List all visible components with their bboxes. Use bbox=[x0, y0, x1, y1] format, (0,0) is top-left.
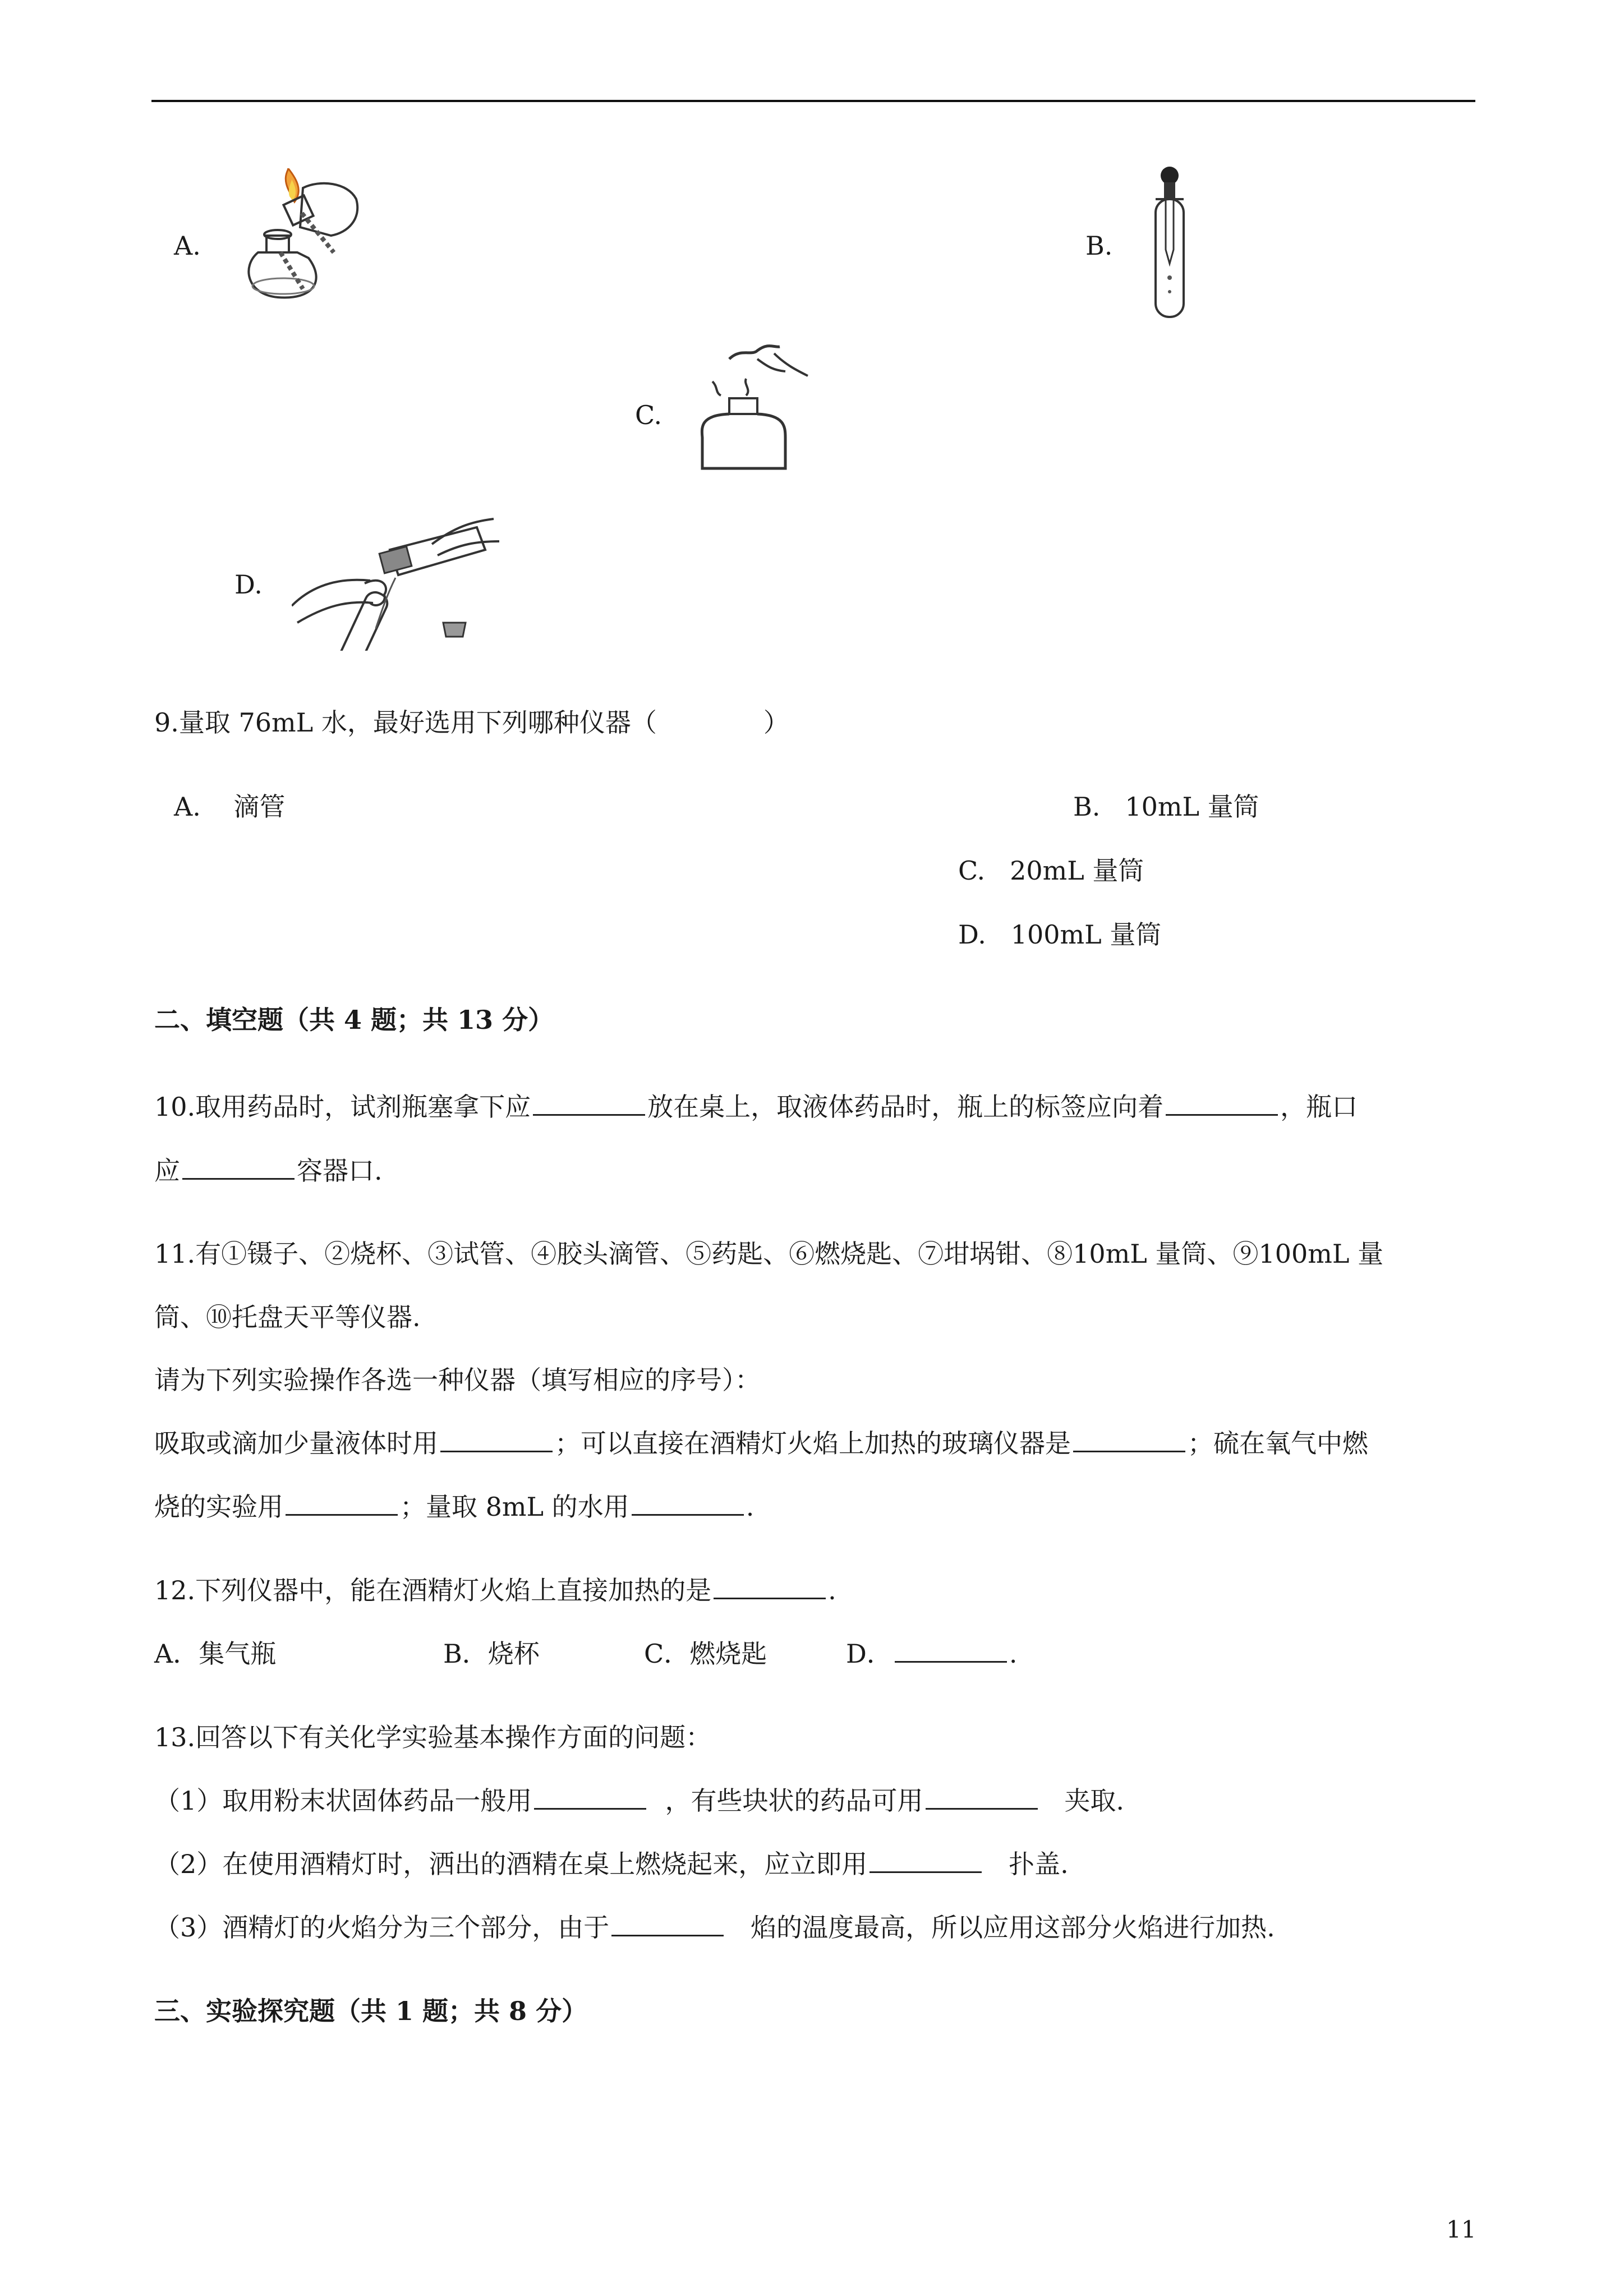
q11-line-1: 11.有①镊子、②烧杯、③试管、④胶头滴管、⑤药匙、⑥燃烧匙、⑦坩埚钳、⑧10mL 量筒、⑨100mL 量 bbox=[154, 1239, 1384, 1269]
q12-option-d-end: . bbox=[1009, 1639, 1018, 1669]
page-number: 11 bbox=[1446, 2216, 1476, 2243]
q10-text-4: 应 bbox=[154, 1156, 180, 1186]
q10-text-2: 放在桌上，取液体药品时，瓶上的标签应向着 bbox=[647, 1092, 1164, 1122]
q11-text-5c: . bbox=[746, 1492, 755, 1522]
dropper-in-test-tube-figure bbox=[1139, 165, 1200, 323]
q9-stem bbox=[154, 706, 789, 739]
q10-line-1 bbox=[154, 1090, 1358, 1124]
q13-text-2b: 扑盖. bbox=[1009, 1849, 1069, 1879]
q13-text-3a: （3）酒精灯的火焰分为三个部分，由于 bbox=[154, 1912, 610, 1943]
q11-line-2: 筒、⑩托盘天平等仪器. bbox=[154, 1302, 421, 1332]
option-a-label: A. bbox=[174, 231, 201, 261]
q9-option-b-label: B. bbox=[1073, 792, 1101, 822]
q12-option-b: B．烧杯 bbox=[443, 1639, 540, 1669]
q13-text-2a: （2）在使用酒精灯时，洒出的酒精在桌上燃烧起来，应立即用 bbox=[154, 1849, 868, 1879]
q13-sub-3 bbox=[154, 1911, 1275, 1944]
q12-option-d-blank[interactable] bbox=[895, 1639, 1007, 1663]
q13-text-3b: 焰的温度最高，所以应用这部分火焰进行加热. bbox=[751, 1912, 1275, 1943]
q12-stem-text: 12.下列仪器中，能在酒精灯火焰上直接加热的是 bbox=[154, 1575, 712, 1605]
q10-blank-1[interactable] bbox=[533, 1092, 645, 1116]
alcohol-lamp-lighting-figure bbox=[236, 168, 370, 314]
q13-sub-2 bbox=[154, 1847, 1069, 1881]
q11-line-5 bbox=[154, 1490, 754, 1524]
section-3-title: 三、实验探究题（共 1 题；共 8 分） bbox=[154, 1996, 588, 2026]
q10-text-3: ，瓶口 bbox=[1280, 1092, 1358, 1122]
q11-text-4c: ；硫在氧气中燃 bbox=[1188, 1428, 1368, 1458]
header-rule bbox=[151, 100, 1475, 102]
q13-sub-1 bbox=[154, 1784, 1124, 1818]
q10-line-2 bbox=[154, 1154, 383, 1188]
q9-stem-end: ） bbox=[763, 707, 789, 738]
q13-blank-1[interactable] bbox=[534, 1786, 646, 1810]
q13-text-1a: （1）取用粉末状固体药品一般用 bbox=[154, 1786, 532, 1816]
q12-blank[interactable] bbox=[714, 1575, 826, 1599]
q10-blank-2[interactable] bbox=[1166, 1092, 1278, 1116]
q11-blank-2[interactable] bbox=[1073, 1428, 1185, 1452]
q9-option-c-text: 20mL 量筒 bbox=[1010, 855, 1144, 886]
q12-option-d bbox=[846, 1637, 1018, 1671]
option-d-label: D. bbox=[234, 569, 263, 600]
q11-line-3: 请为下列实验操作各选一种仪器（填写相应的序号）： bbox=[154, 1365, 761, 1395]
q11-text-4b: ；可以直接在酒精灯火焰上加热的玻璃仪器是 bbox=[555, 1428, 1071, 1458]
q10-text-5: 容器口. bbox=[297, 1156, 383, 1186]
q11-blank-4[interactable] bbox=[632, 1492, 744, 1516]
smelling-gas-bottle-figure bbox=[690, 337, 819, 477]
q9-stem-text: 9.量取 76mL 水，最好选用下列哪种仪器（ bbox=[154, 707, 657, 738]
q9-option-b bbox=[1073, 790, 1259, 823]
q9-option-b-text: 10mL 量筒 bbox=[1125, 792, 1259, 822]
q9-option-a-text: 滴管 bbox=[233, 792, 286, 822]
q13-text-1b: ，有些块状的药品可用 bbox=[665, 1786, 923, 1816]
q11-text-5a: 烧的实验用 bbox=[154, 1492, 283, 1522]
q12-option-d-label: D． bbox=[846, 1639, 892, 1669]
q10-blank-3[interactable] bbox=[182, 1156, 295, 1180]
q9-option-a bbox=[174, 790, 285, 823]
q12-option-a: A．集气瓶 bbox=[154, 1639, 277, 1669]
q11-blank-1[interactable] bbox=[440, 1428, 553, 1452]
q11-text-4a: 吸取或滴加少量液体时用 bbox=[154, 1428, 438, 1458]
q13-stem: 13.回答以下有关化学实验基本操作方面的问题： bbox=[154, 1722, 712, 1752]
pouring-liquid-figure bbox=[292, 510, 505, 651]
q12-stem-end: . bbox=[828, 1575, 836, 1605]
option-b-label: B. bbox=[1085, 231, 1113, 261]
q13-blank-3[interactable] bbox=[869, 1849, 982, 1873]
option-c-label: C. bbox=[635, 400, 663, 430]
section-2-title: 二、填空题（共 4 题；共 13 分） bbox=[154, 1005, 554, 1035]
q9-option-a-label: A. bbox=[174, 792, 201, 822]
q13-text-1c: 夹取. bbox=[1064, 1786, 1125, 1816]
q13-blank-4[interactable] bbox=[611, 1912, 724, 1936]
q12-option-c: C．燃烧匙 bbox=[644, 1639, 767, 1669]
q9-option-d-label: D. bbox=[958, 919, 986, 950]
q10-text-1: 10.取用药品时，试剂瓶塞拿下应 bbox=[154, 1092, 531, 1122]
q9-option-d bbox=[958, 918, 1161, 951]
q9-option-c-label: C. bbox=[958, 855, 986, 886]
q11-text-5b: ；量取 8mL 的水用 bbox=[400, 1492, 629, 1522]
q11-line-4 bbox=[154, 1427, 1368, 1460]
q9-option-d-text: 100mL 量筒 bbox=[1010, 919, 1162, 950]
q9-option-c bbox=[958, 854, 1144, 887]
q13-blank-2[interactable] bbox=[926, 1786, 1038, 1810]
q11-blank-3[interactable] bbox=[286, 1492, 398, 1516]
q12-stem bbox=[154, 1573, 836, 1607]
